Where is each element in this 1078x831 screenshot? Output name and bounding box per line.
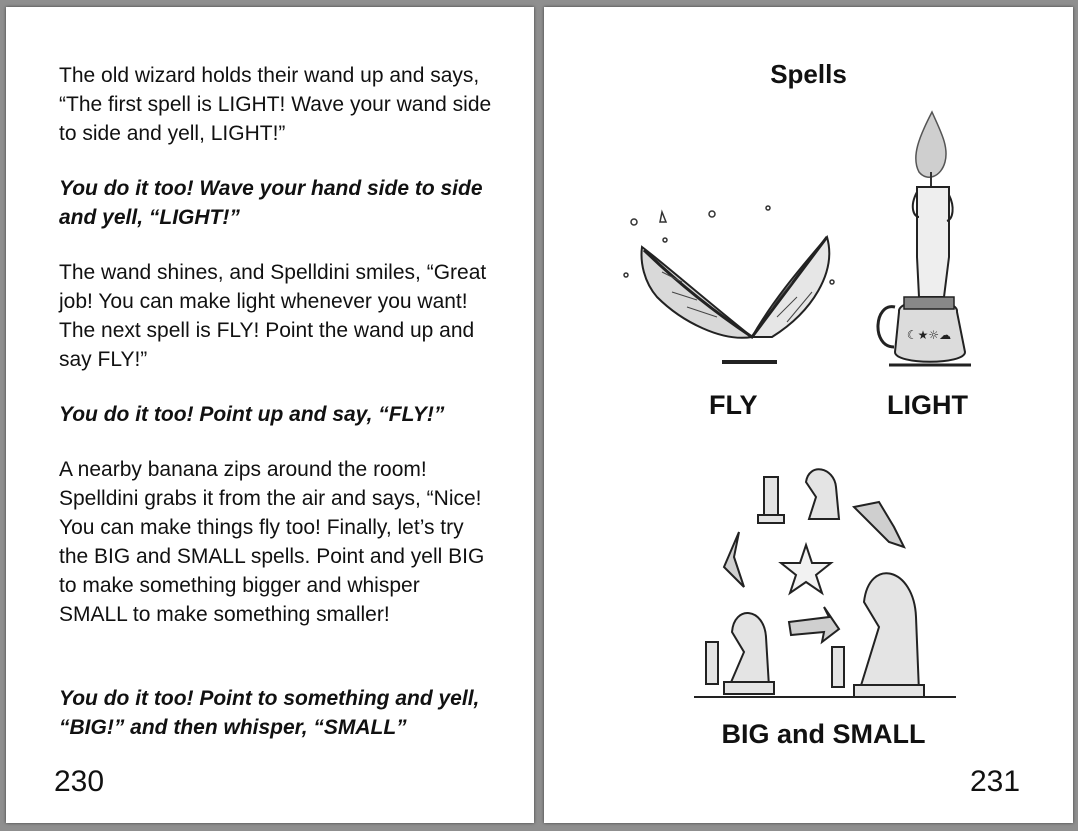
instruction-paragraph: You do it too! Point up and say, “FLY!”	[59, 403, 445, 426]
right-page	[544, 7, 1073, 823]
svg-text:☾★☼☁: ☾★☼☁	[906, 328, 952, 342]
instruction-paragraph: You do it too! Wave your hand side to side and yell, “LIGHT!”	[59, 177, 483, 229]
left-page	[6, 7, 534, 823]
caption-fly: FLY	[709, 390, 758, 420]
candle-illustration	[869, 107, 974, 372]
story-paragraph: The wand shines, and Spelldini smiles, “Great job! You can make light whenever you want! The next spell is FLY! Point the wand up and say FLY!”	[59, 261, 487, 371]
page-number: 230	[54, 765, 105, 798]
instruction-paragraph: You do it too! Point to something and yell, “BIG!” and then whisper, “SMALL”	[59, 687, 480, 739]
page-number: 231	[970, 765, 1021, 798]
story-paragraph: A nearby banana zips around the room! Spelldini grabs it from the air and says, “Nice! You can make things fly too! Finally, let’s try the BIG and SMALL spells. Point and yell BIG to make something bigger and whisper SMALL to make something smaller!	[59, 458, 485, 626]
caption-big-and-small: BIG and SMALL	[721, 719, 926, 749]
page-title: Spells	[770, 59, 847, 89]
story-paragraph: The old wizard holds their wand up and says, “The first spell is LIGHT! Wave your wand side to side and yell, LIGHT!”	[59, 64, 492, 145]
feather-illustration	[622, 202, 852, 367]
caption-light: LIGHT	[887, 390, 968, 420]
chess-pieces-illustration	[694, 457, 956, 702]
